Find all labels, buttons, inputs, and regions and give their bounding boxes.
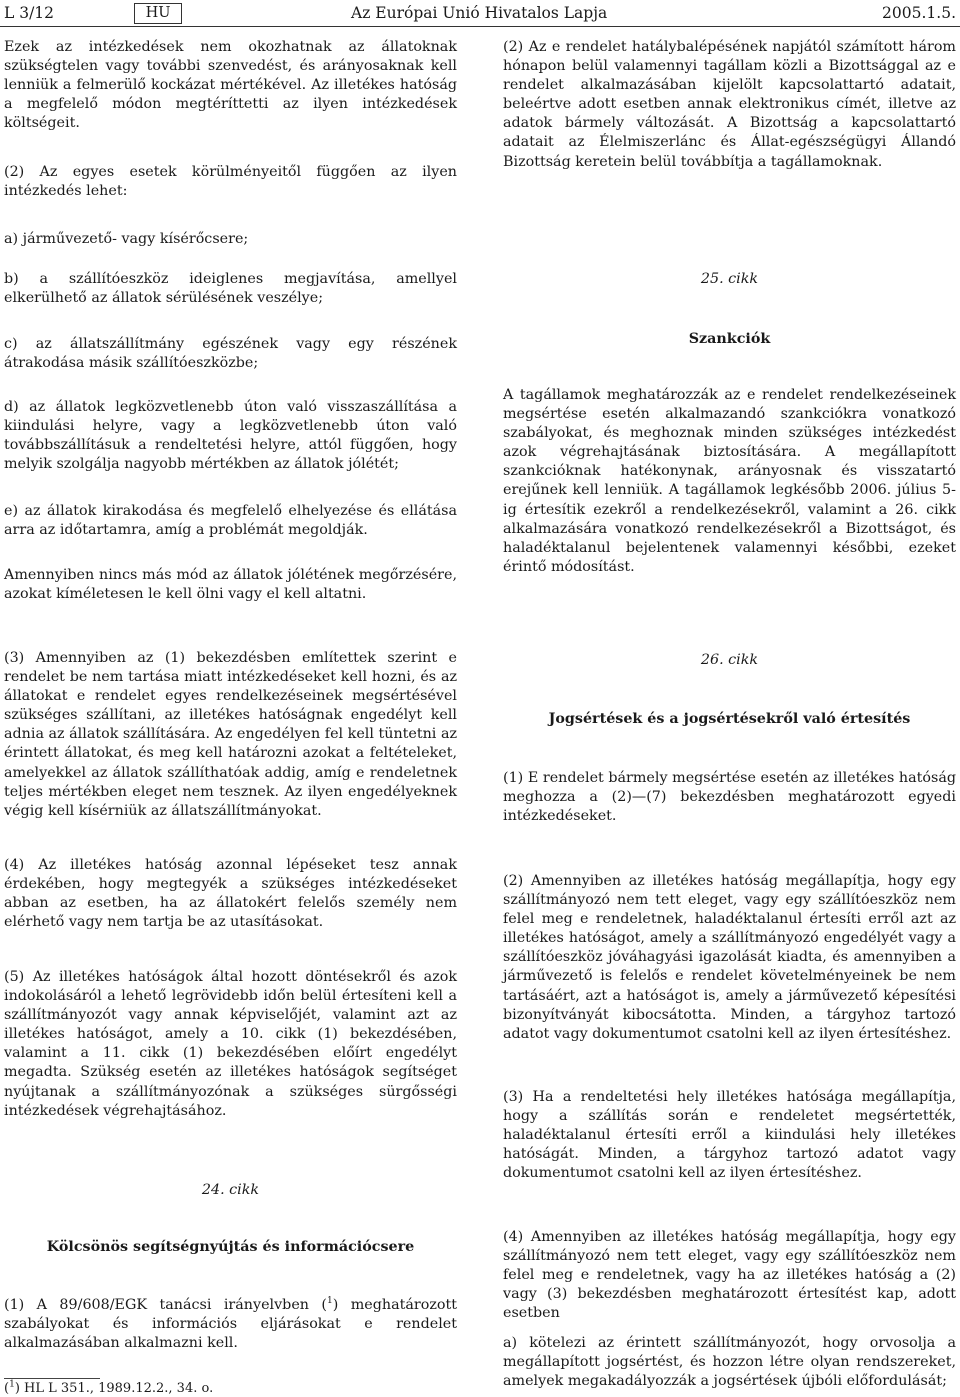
footnote-rule [4,1378,100,1379]
list-item-a: a) járművezető- vagy kísérőcsere; [4,231,249,247]
left-paragraph-5: (4) Az illetékes hatóság azonnal lépéseket tesz annak érdekében, hogy megtegyék a szükséges intézkedéseket abban az esetben, ha az állatokért felelős személy nem elérhető vagy nem tartja be az utasításokat. [4,857,457,931]
journal-title: Az Európai Unió Hivatalos Lapja [351,4,608,22]
list-item-c: c) az állatszállítmány egészének vagy egy részének átrakodása másik szállítóeszközbe; [4,336,457,372]
article-24-title: Kölcsönös segítségnyújtás és információcsere [46,1239,415,1255]
right-column [503,0,956,1397]
right-paragraph-3: (1) E rendelet bármely megsértése esetén az illetékes hatóság meghozza a (2)—(7) bekezdésben meghatározott egyedi intézkedéseket. [503,770,956,825]
language-badge: HU [134,3,182,24]
left-paragraph-6: (5) Az illetékes hatóságok által hozott döntésekről és azok indokolásáról a lehető legrövidebb időn belül értesíteni kell a szállítmányozót vagy annak képviselőjét, valamint azt az illetékes hatóságot, amely a 10. cikk (1) bekezdésében, valamint a 11. cikk (1) bekezdésében előírt engedélyt megadta. Szükség esetén az illetékes hatóságok segítséget nyújtanak a szállítmányozónak a szükséges sürgősségi intézkedések végrehajtásához. [4,969,457,1119]
right-paragraph-5: (3) Ha a rendeltetési hely illetékes hatósága megállapítja, hogy a szállítás során e rendeletet megsértették, haladéktalanul értesíti erről a kiindulási hely illetékes hatóságát. Minden, a tárgyhoz tartozó adatot vagy dokumentumot csatolni kell az ilyen értesítéshez. [503,1089,956,1182]
article-24-number: 24. cikk [201,1182,260,1198]
left-paragraph-2: (2) Az egyes esetek körülményeitől függően az ilyen intézkedés lehet: [4,164,457,200]
article-25-title: Szankciók [688,331,771,347]
article-26-title: Jogsértések és a jogsértésekről való értesítés [548,711,911,727]
list-item-b: b) a szállítóeszköz ideiglenes megjavítása, amellyel elkerülhető az állatok sérülésének veszélye; [4,271,457,307]
right-paragraph-6: (4) Amennyiben az illetékes hatóság megállapítja, hogy egy szállítmányozó nem tett eleget, vagy egy szállítóeszköz nem felel meg e rendeletnek, vagy ha az illetékes hatóság a (2) vagy (3) bekezdésben meghatározott értesítést kap, adott esetben [503,1229,956,1322]
footnote: ($^1$) HL L 351., 1989.12.2., 34. o. [4,1379,214,1396]
footnote-mark: 1 [9,1379,15,1390]
footnote-text: HL L 351., 1989.12.2., 34. o. [24,1381,214,1396]
left-paragraph-7 [4,1296,457,1353]
left-paragraph-4: (3) Amennyiben az (1) bekezdésben említettek szerint e rendelet be nem tartása miatt intézkedéseket kell hozni, és az állatokat e rendelet egyes rendelkezéseinek megsértésével szükséges szállítani, az illetékes hatóságnak engedélyt kell adnia az állatok szállítására. Az engedélyen fel kell tüntetni az érintett állatokat, és meg kell határozni azokat a feltételeket, amelyekkel az állatok szállíthatóak addig, amíg e rendeletnek teljes mértékben eleget nem tesznek. Az ilyen engedélyeknek végig kell kísérniük az állatszállítmányokat. [4,650,457,819]
page-number: L 3/12 [4,4,55,22]
list-item-e: e) az állatok kirakodása és megfelelő elhelyezése és ellátása arra az időtartamra, amíg a problémát megoldják. [4,503,457,539]
article-26-number: 26. cikk [700,652,759,668]
right-paragraph-1: (2) Az e rendelet hatálybalépésének napjától számított három hónapon belül valamennyi tagállam közli a Bizottsággal az e rendelet alkalmazásában kijelölt kapcsolattartó adatait, beleértve adott esetben annak elektronikus címét, illetve az adatok bármely változását. A Bizottság a kapcsolattartó adatait az Élelmiszerlánc és Állat-egészségügyi Állandó Bizottság keretein belül továbbítja a tagállamoknak. [503,39,956,170]
footnote-ref: 1 [327,1296,333,1307]
paragraph-7-text-b: ) meghatározott szabályokat és információs eljárásokat e rendelet alkalmazásában alkalmazni kell. [4,1297,457,1352]
right-paragraph-4: (2) Amennyiben az illetékes hatóság megállapítja, hogy egy szállítmányozó nem tett eleget, vagy egy szállítóeszköz nem felel meg e rendeletnek, haladéktalanul értesíti erről azt az illetékes hatóságot, amely a szállítmányozó engedélyét vagy a szállítóeszköz jóváhagyási igazolását kiadta, és amennyiben a járművezető is felelős e rendelet követelményeinek be nem tartásáért, azt a hatóságot is, amely a járművezető képesítési bizonyítványát kibocsátotta. Minden, a tárgyhoz tartozó adatot vagy dokumentumot csatolni kell az ilyen értesítéshez. [503,873,956,1042]
paragraph-7-text-a: (1) A 89/608/EGK tanácsi irányelvben ( [4,1297,328,1313]
left-paragraph-3: Amennyiben nincs más mód az állatok jólétének megőrzésére, azokat kíméletesen le kell ölni vagy el kell altatni. [4,567,457,603]
right-list-item-a: a) kötelezi az érintett szállítmányozót, hogy orvosolja a megállapított jogsértést, és hozzon létre olyan rendszereket, amelyek megakadályozzák a jogsértések újbóli előfordulását; [503,1335,956,1390]
article-25-number: 25. cikk [700,271,759,287]
right-paragraph-2: A tagállamok meghatározzák az e rendelet rendelkezéseinek megsértése esetén alkalmazandó szankciókra vonatkozó szabályokat, és meghoznak minden szükséges intézkedést azok végrehajtásának biztosítására. A megállapított szankcióknak hatékonynak, arányosnak és visszatartó erejűnek kell lenniük. A tagállamok legkésőbb 2006. július 5-ig értesítik ezekről a rendelkezésekről, valamint a 26. cikk alkalmazására vonatkozó rendelkezésekről a Bizottságot, és haladéktalanul bejelentenek valamennyi későbbi, ezeket érintő módosítást. [503,387,956,575]
left-column [4,0,457,1397]
issue-date: 2005.1.5. [882,4,956,22]
left-paragraph-1: Ezek az intézkedések nem okozhatnak az állatoknak szükségtelen vagy további szenvedést, és arányosaknak kell lenniük a felmerülő kockázat mértékével. Az illetékes hatóság a megfelelő módon megtéríttetti az ilyen intézkedések költségeit. [4,39,457,132]
list-item-d: d) az állatok legközvetlenebb úton való visszaszállítása a kiindulási helyre, vagy a legközvetlenebb úton való továbbszállításuk a rendeltetési helyre, attól függően, hogy melyik szolgálja nagyobb mértékben az állatok jólétét; [4,399,457,473]
